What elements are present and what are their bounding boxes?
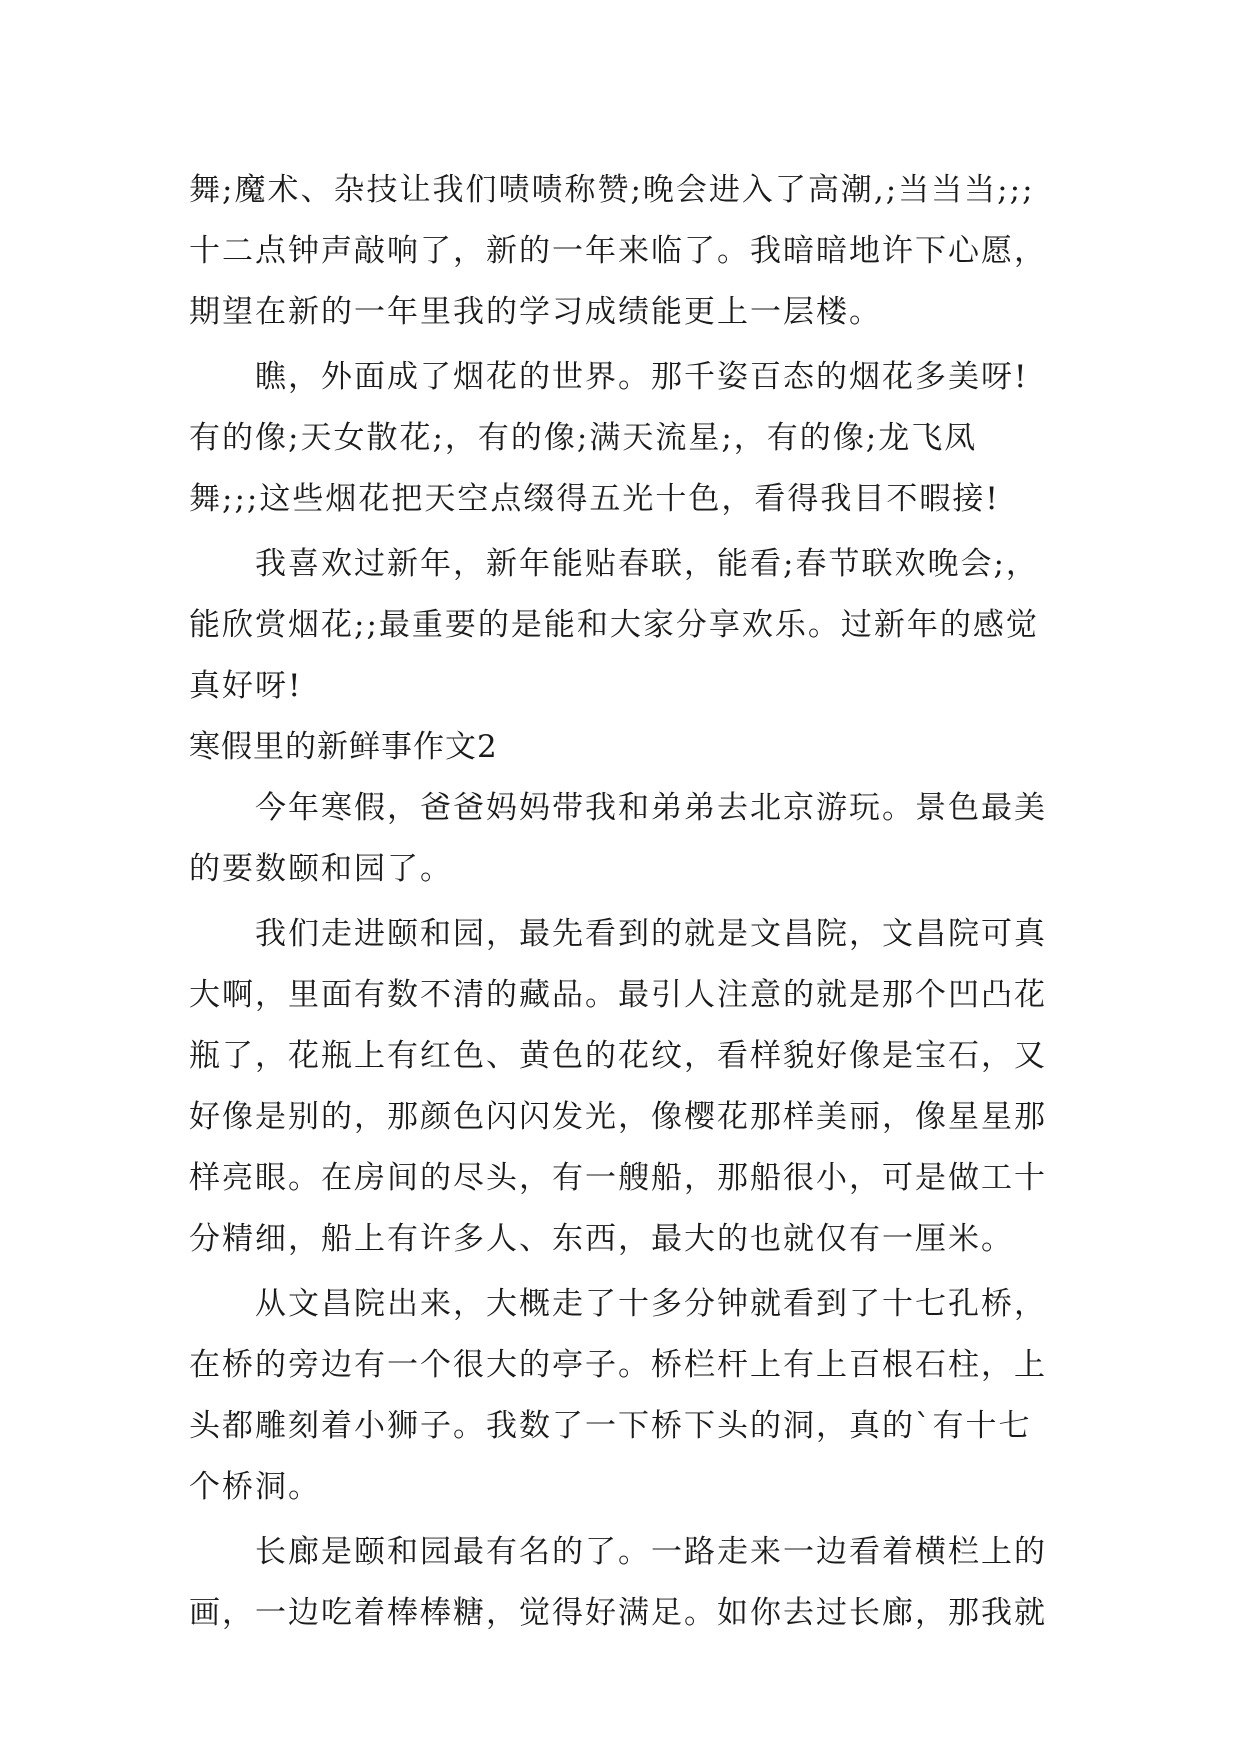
text-line: 真好呀! xyxy=(189,668,303,704)
text-line: 样亮眼。在房间的尽头，有一艘船，那船很小，可是做工十 xyxy=(189,1160,1047,1196)
paragraph xyxy=(189,347,1059,530)
paragraph xyxy=(189,1274,1059,1518)
document-page xyxy=(189,160,1059,1644)
paragraph xyxy=(189,1522,1059,1644)
section-heading xyxy=(189,717,1059,778)
text-line: 我喜欢过新年，新年能贴春联，能看;春节联欢晚会;， xyxy=(255,546,1039,582)
text-line: 画，一边吃着棒棒糖，觉得好满足。如你去过长廊，那我就 xyxy=(189,1595,1047,1631)
text-line: 有的像;天女散花;，有的像;满天流星;，有的像;龙飞凤 xyxy=(189,420,978,456)
text-line: 瓶了，花瓶上有红色、黄色的花纹，看样貌好像是宝石，又 xyxy=(189,1038,1047,1074)
text-line: 舞;魔术、杂技让我们啧啧称赞;晚会进入了高潮,;当当当;;; xyxy=(189,172,1035,208)
text-line: 的要数颐和园了。 xyxy=(189,851,453,887)
text-line: 期望在新的一年里我的学习成绩能更上一层楼。 xyxy=(189,294,882,330)
text-line: 我们走进颐和园，最先看到的就是文昌院，文昌院可真 xyxy=(255,916,1047,952)
text-line: 瞧，外面成了烟花的世界。那千姿百态的烟花多美呀! xyxy=(255,359,1029,395)
text-line: 十二点钟声敲响了，新的一年来临了。我暗暗地许下心愿， xyxy=(189,233,1047,269)
paragraph xyxy=(189,778,1059,900)
text-line: 大啊，里面有数不清的藏品。最引人注意的就是那个凹凸花 xyxy=(189,977,1047,1013)
text-line: 个桥洞。 xyxy=(189,1469,321,1505)
text-line: 舞;;;这些烟花把天空点缀得五光十色，看得我目不暇接! xyxy=(189,481,1000,517)
text-line: 长廊是颐和园最有名的了。一路走来一边看着横栏上的 xyxy=(255,1534,1047,1570)
text-line: 能欣赏烟花;;最重要的是能和大家分享欢乐。过新年的感觉 xyxy=(189,607,1039,643)
text-line: 在桥的旁边有一个很大的亭子。桥栏杆上有上百根石柱，上 xyxy=(189,1347,1047,1383)
text-line: 今年寒假，爸爸妈妈带我和弟弟去北京游玩。景色最美 xyxy=(255,790,1047,826)
text-line: 从文昌院出来，大概走了十多分钟就看到了十七孔桥， xyxy=(255,1286,1047,1322)
paragraph xyxy=(189,904,1059,1270)
paragraph xyxy=(189,160,1059,343)
text-line: 好像是别的，那颜色闪闪发光，像樱花那样美丽，像星星那 xyxy=(189,1099,1047,1135)
text-line: 分精细，船上有许多人、东西，最大的也就仅有一厘米。 xyxy=(189,1221,1014,1257)
paragraph xyxy=(189,534,1059,717)
heading-text: 寒假里的新鲜事作文2 xyxy=(189,729,498,765)
text-line: 头都雕刻着小狮子。我数了一下桥下头的洞，真的`有十七 xyxy=(189,1408,1032,1444)
